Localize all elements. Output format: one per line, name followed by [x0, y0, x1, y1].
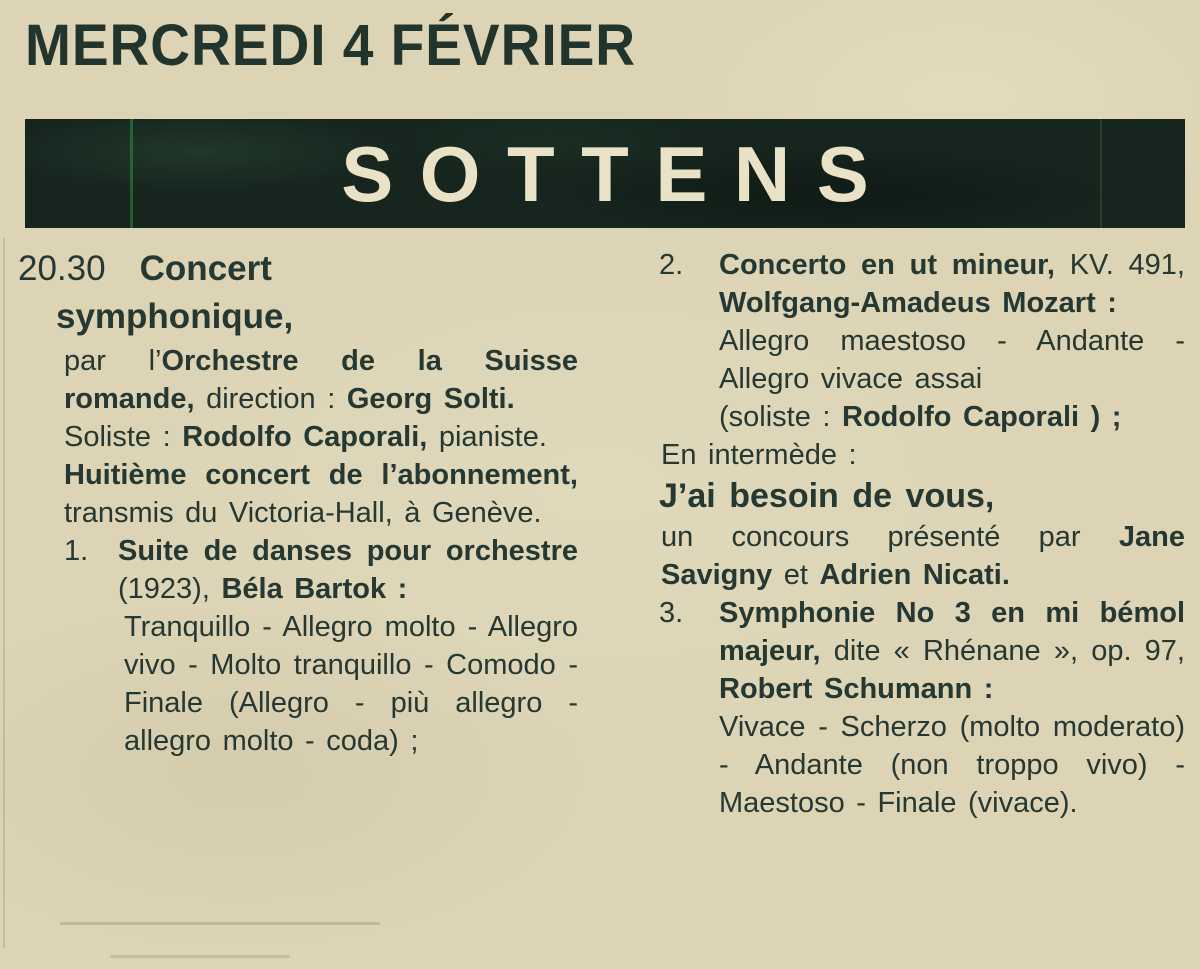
print-smudge [110, 955, 290, 958]
bold-text-run: J’ai besoin de vous, [659, 477, 995, 515]
program-column-right [645, 246, 1185, 822]
text-run: Vivace - Scherzo (molto moderato) - Andante (non troppo vivo) - Maestoso - Finale (vivace). [719, 711, 1185, 819]
bold-text-run: Rodolfo Caporali ) ; [842, 401, 1122, 433]
text-run: KV. 491, [1054, 249, 1185, 281]
text-run: par l’ [64, 345, 162, 377]
bold-text-run: Jane Savigny [661, 521, 1185, 591]
program-list-item [659, 594, 1185, 708]
banner-faint-line-artifact [1100, 119, 1102, 228]
text-run: Tranquillo - Allegro molto - Allegro vivo - Molto tranquillo - Comodo - Finale (Allegro - più allegro - allegro molto - coda) ; [124, 611, 578, 757]
text-run: (1923), [118, 573, 222, 605]
text-run: un concours présenté par [661, 521, 1119, 553]
item-number: 3. [659, 597, 684, 629]
program-entry-header [18, 246, 578, 340]
bold-text-run: Béla Bartok : [221, 573, 408, 605]
paragraph [661, 436, 1185, 474]
text-run: pianiste. [427, 421, 547, 453]
date-header: MERCREDI 4 FÉVRIER [25, 13, 637, 78]
text-run: Soliste : [64, 421, 183, 453]
bold-text-run: Robert Schumann : [719, 673, 994, 705]
item-number: 1. [64, 535, 89, 567]
text-run: En intermède : [661, 439, 857, 471]
page-fold-artifact [3, 238, 5, 948]
movements-text [719, 398, 1185, 436]
banner-green-line-artifact [130, 119, 133, 228]
bold-text-run: Symphonie No 3 en mi bémol majeur, [719, 597, 1185, 667]
program-list-item [659, 246, 1185, 322]
movements-text [124, 608, 578, 760]
print-smudge [60, 922, 380, 925]
text-run: Allegro maestoso - Andante - Allegro vivace assai [719, 325, 1185, 395]
paragraph [64, 456, 578, 532]
text-run: transmis du Victoria-Hall, à Genève. [64, 497, 542, 529]
movements-text [719, 322, 1185, 398]
program-column-left [18, 246, 578, 760]
paragraph [661, 518, 1185, 594]
text-run: (soliste : [719, 401, 842, 433]
paragraph [64, 342, 578, 418]
bold-text-run: Huitième concert de l’abonnement, [64, 459, 578, 491]
program-list-item [64, 532, 578, 608]
program-time: 20.30 [18, 249, 106, 288]
bold-text-run: Concerto en ut mineur, [719, 249, 1055, 281]
station-name: SOTTENS [341, 129, 896, 218]
text-run: et [772, 559, 820, 591]
bold-text-run: Georg Solti. [346, 383, 515, 415]
station-banner [25, 119, 1185, 228]
text-run: dite « Rhénane », op. 97, [820, 635, 1185, 667]
bold-text-run: Rodolfo Caporali, [182, 421, 428, 453]
bold-text-run: Orchestre de la Suisse romande, [64, 345, 578, 415]
movements-text [719, 708, 1185, 822]
bold-text-run: Adrien Nicati. [819, 559, 1010, 591]
program-title-line1: Concert [139, 249, 272, 288]
bold-text-run: Wolfgang-Amadeus Mozart : [719, 287, 1117, 319]
program-title-line2: symphonique, [56, 297, 294, 336]
bold-text-run: Suite de danses pour orchestre [118, 535, 578, 567]
paragraph [64, 418, 578, 456]
segment-heading [659, 474, 1185, 518]
text-run: direction : [194, 383, 347, 415]
item-number: 2. [659, 249, 684, 281]
